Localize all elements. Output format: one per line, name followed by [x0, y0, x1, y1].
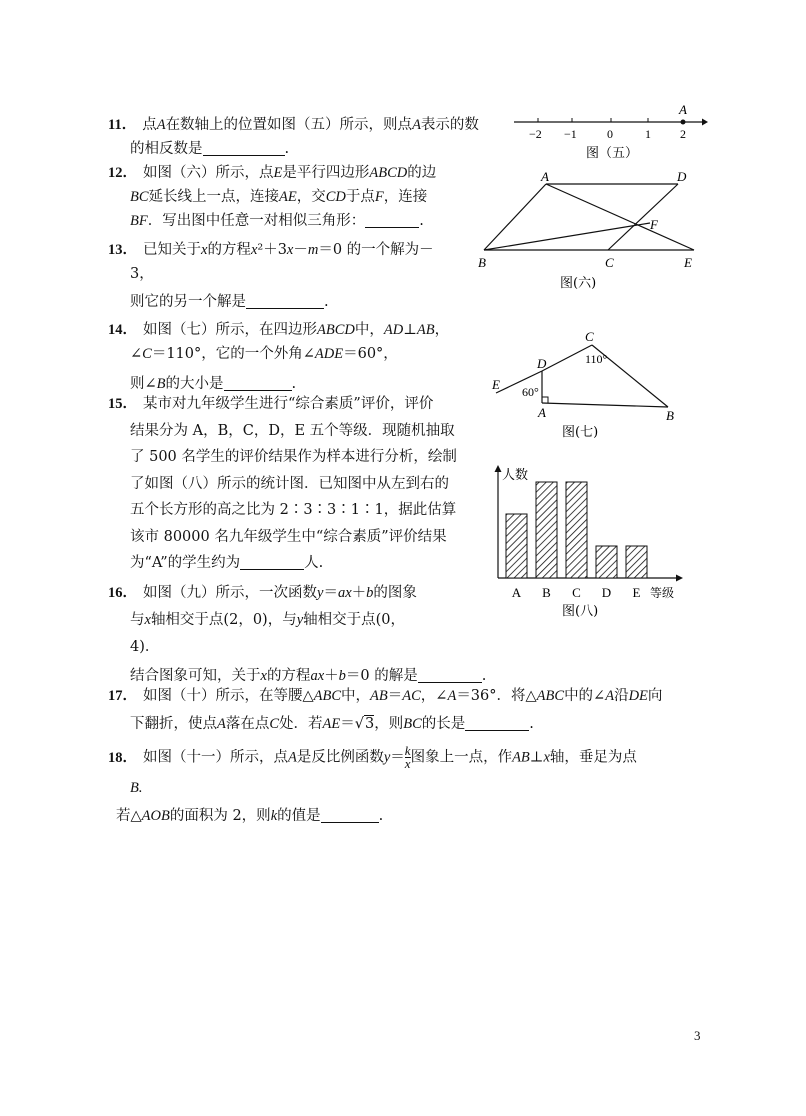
- question-13: [108, 238, 463, 314]
- q17-var: AB: [370, 688, 388, 704]
- q16-var: y: [296, 612, 304, 628]
- question-16: [108, 581, 487, 688]
- q12-text: 的边: [407, 165, 437, 181]
- q17-var: A: [605, 688, 615, 704]
- q12-var: AE: [279, 189, 297, 205]
- q14-var: ABCD: [317, 322, 355, 338]
- q17-var: DE: [628, 688, 648, 704]
- q18-text: 若△: [116, 808, 142, 824]
- q14-end: .: [291, 376, 297, 392]
- q11-var: A: [156, 117, 166, 133]
- vertex-c: C: [585, 329, 594, 344]
- q13-var: x: [201, 242, 208, 258]
- q11-var: A: [412, 117, 421, 133]
- q13-text: －: [293, 242, 308, 258]
- q14-text: 中，: [354, 322, 384, 338]
- category-label-e: E: [632, 585, 641, 600]
- q18-var: A: [288, 749, 297, 766]
- q11-end: .: [284, 141, 290, 157]
- q15-text: 该市 80000 名九年级学生中“综合素质”评价结果: [130, 528, 447, 545]
- y-axis-label: 人数: [502, 468, 529, 483]
- chart-title: 图(八): [562, 604, 599, 619]
- q17-text: ，∠: [420, 688, 448, 704]
- q17-text: 如图（十）所示，在等腰△: [143, 688, 314, 704]
- bar-e: [626, 546, 647, 578]
- fraction-numerator: k: [404, 743, 411, 758]
- q18-number: 18．: [108, 749, 137, 766]
- segment-bf: [484, 223, 650, 250]
- quadrilateral-svg: [490, 325, 690, 443]
- q17-text: 落在点: [225, 716, 270, 732]
- q14-text: 如图（七）所示，在四边形: [143, 322, 317, 338]
- q18-var: AOB: [141, 808, 170, 824]
- q18-text: 图象上一点，作: [410, 749, 513, 766]
- vertex-d: D: [677, 170, 687, 184]
- answer-blank-14[interactable]: [224, 374, 292, 391]
- vertex-f: F: [650, 217, 658, 232]
- category-label-a: A: [511, 585, 522, 600]
- q14-var: B: [156, 376, 166, 392]
- q13-text: 则它的另一个解是: [130, 294, 246, 310]
- number-line-arrow: [702, 119, 708, 126]
- q16-end: .: [481, 668, 487, 684]
- question-17: [108, 684, 708, 736]
- q12-text: ．写出图中任意一对相似三角形：: [147, 213, 366, 229]
- q17-text: ＝36°．将△: [456, 688, 537, 704]
- q16-var: y: [317, 585, 324, 601]
- q13-var: x: [250, 242, 258, 258]
- figure-6-parallelogram: [474, 170, 706, 294]
- q17-text: 向: [647, 688, 663, 704]
- q18-text: 轴，垂足为点: [549, 749, 637, 766]
- answer-blank-11[interactable]: [203, 139, 285, 156]
- vertex-e: E: [492, 377, 500, 392]
- q13-text: ＝0 的一个解为－: [318, 242, 434, 258]
- q16-text: 4)．: [130, 639, 160, 655]
- vertex-a: A: [538, 405, 546, 420]
- vertex-c: C: [605, 255, 614, 270]
- q17-text: 沿: [614, 688, 629, 704]
- figure-7-caption: 图(七): [562, 425, 599, 440]
- q17-var: BC: [403, 716, 422, 732]
- q12-var: ABCD: [369, 165, 408, 181]
- tick-label: −2: [529, 127, 542, 141]
- figure-5-caption: 图（五）: [586, 146, 639, 161]
- q17-text: 处．若: [279, 716, 323, 732]
- q18-text: 是反比例函数: [296, 749, 384, 766]
- q13-var: x: [286, 242, 294, 258]
- q16-text: 与: [130, 612, 145, 628]
- q14-text: ，: [434, 322, 450, 338]
- q14-text: ＝60°，: [343, 346, 398, 362]
- q18-text: 如图（十一）所示，点: [143, 749, 288, 766]
- q14-text: ∠: [130, 346, 143, 362]
- segment-ab: [484, 184, 546, 250]
- figure-5-number-line: [508, 100, 708, 162]
- q13-text: 的方程: [207, 242, 251, 258]
- parallelogram-svg: [474, 170, 706, 294]
- q15-number: 15．: [108, 396, 137, 412]
- page-number: 3: [694, 1028, 701, 1043]
- q11-number: 11．: [108, 117, 137, 133]
- vertex-a: A: [541, 170, 549, 184]
- q17-text: 下翻折，使点: [130, 716, 217, 732]
- bar-a: [506, 514, 527, 578]
- figure-8-bar-chart: [488, 462, 698, 620]
- q13-text: ²＋3: [257, 242, 287, 258]
- q16-number: 16．: [108, 585, 137, 601]
- category-label-d: D: [601, 585, 612, 600]
- q14-text: 则∠: [130, 376, 157, 392]
- q18-text: 的面积为 2，则: [169, 808, 271, 824]
- q17-var: AC: [402, 688, 421, 704]
- segment-ab: [542, 403, 668, 407]
- question-15: [108, 391, 478, 577]
- q12-var: BF: [130, 213, 148, 229]
- q11-text: 点: [142, 117, 157, 133]
- q17-var: C: [269, 716, 280, 732]
- q12-var: BC: [130, 189, 149, 205]
- tick-label: 0: [607, 127, 613, 141]
- vertex-e: E: [684, 255, 692, 270]
- q13-text: 已知关于: [143, 242, 201, 258]
- q12-text: 延长线上一点，连接: [148, 189, 280, 205]
- question-11: [108, 113, 508, 161]
- q16-text: 轴相交于点(0，: [303, 612, 406, 628]
- q17-end: .: [529, 716, 534, 732]
- q16-text: 轴相交于点(2，0)，与: [150, 612, 297, 628]
- q18-text: B.: [130, 780, 143, 796]
- q16-text: ＝0 的解是: [345, 668, 418, 684]
- point-a-dot: [681, 120, 686, 125]
- x-axis-arrow: [676, 575, 683, 582]
- q16-var: x: [260, 668, 267, 684]
- bar-chart-svg: [488, 462, 698, 620]
- answer-blank-15[interactable]: [240, 553, 304, 570]
- right-angle-mark: [542, 397, 548, 403]
- q11-text: 在数轴上的位置如图（五）所示，则点: [165, 117, 413, 133]
- q17-text: ＝: [340, 716, 355, 732]
- q12-var: CD: [325, 189, 346, 205]
- q13-end: .: [324, 294, 329, 310]
- segment-dc: [608, 184, 678, 250]
- point-a-label: A: [679, 102, 687, 117]
- q14-text: ＝110°，它的一个外角∠: [151, 346, 315, 362]
- y-axis-arrow: [495, 465, 502, 472]
- number-line-svg: [508, 100, 708, 162]
- figure-6-caption: 图(六): [560, 276, 597, 291]
- q17-text: 中的∠: [564, 688, 606, 704]
- q15-text: 为“A”的学生约为: [130, 555, 241, 571]
- q15-text: 某市对九年级学生进行“综合素质”评价，评价: [143, 396, 434, 412]
- q18-var: AB: [512, 749, 530, 766]
- q17-text: ，则: [374, 716, 404, 732]
- sqrt-symbol: √: [354, 716, 364, 732]
- sqrt-radicand: 3: [365, 716, 375, 732]
- q11-text: 表示的数: [420, 117, 479, 133]
- q15-text: 了如图（八）所示的统计图．已知图中从左到右的: [130, 475, 449, 492]
- q16-text: 结合图象可知，关于: [130, 668, 261, 684]
- answer-blank-13[interactable]: [246, 292, 324, 309]
- tick-label: 1: [645, 127, 651, 141]
- question-14: [108, 318, 478, 396]
- category-label-c: C: [572, 585, 581, 600]
- answer-blank-17[interactable]: [465, 714, 529, 731]
- bar-c: [566, 482, 587, 578]
- q17-var: AE: [322, 716, 341, 732]
- q12-text: ，连接: [383, 189, 428, 205]
- q11-text: 的相反数是: [130, 141, 203, 157]
- tick-label: 2: [680, 127, 686, 141]
- q15-text: 了 500 名学生的评价结果作为样本进行分析，绘制: [130, 449, 457, 465]
- category-label-b: B: [542, 585, 551, 600]
- q18-text: 的值是: [277, 808, 321, 824]
- q18-text: ＝: [390, 749, 405, 766]
- q18-text: ⊥: [529, 749, 544, 766]
- question-18: [108, 745, 708, 828]
- q16-var: ax: [310, 668, 325, 684]
- q17-var: A: [447, 688, 457, 704]
- q12-text: 于点: [345, 189, 375, 205]
- q14-var: ADE: [314, 346, 344, 362]
- q17-text: 中，: [341, 688, 371, 704]
- answer-blank-16[interactable]: [418, 666, 482, 683]
- angle-c-label: 110°: [585, 352, 608, 366]
- q14-text: ⊥: [403, 322, 417, 338]
- q17-text: ＝: [387, 688, 403, 704]
- answer-blank-12[interactable]: [365, 211, 419, 228]
- q14-text: 的大小是: [165, 376, 224, 392]
- q14-number: 14．: [108, 322, 137, 338]
- q18-var: x: [543, 749, 550, 766]
- q15-text: 五个长方形的高之比为 2∶3∶3∶1∶1，据此估算: [130, 502, 457, 518]
- q16-var: x: [144, 612, 151, 628]
- q17-var: ABC: [313, 688, 342, 704]
- answer-blank-18[interactable]: [321, 806, 379, 823]
- q12-number: 12．: [108, 165, 137, 181]
- q16-text: ＝: [323, 585, 338, 601]
- q15-text: 人.: [304, 555, 324, 571]
- q12-var: F: [374, 189, 384, 205]
- q12-var: E: [273, 165, 283, 181]
- q12-end: .: [419, 213, 424, 229]
- q13-var: m: [307, 242, 319, 258]
- q13-number: 13．: [108, 242, 137, 258]
- q12-text: 如图（六）所示，点: [143, 165, 274, 181]
- x-axis-label: 等级: [650, 586, 675, 600]
- q17-text: 的长是: [421, 716, 466, 732]
- q17-number: 17．: [108, 688, 137, 704]
- q13-text: 3，: [130, 266, 154, 282]
- q12-text: 是平行四边形: [282, 165, 370, 181]
- vertex-b: B: [478, 255, 486, 270]
- q18-var: y: [383, 749, 391, 766]
- q17-var: A: [217, 716, 226, 732]
- fraction-denominator: x: [404, 756, 411, 771]
- q18-end: .: [378, 808, 384, 824]
- question-12: [108, 161, 478, 233]
- q16-text: ＋: [324, 668, 339, 684]
- q16-text: ＋: [351, 585, 367, 601]
- bar-d: [596, 546, 617, 578]
- bar-b: [536, 482, 557, 578]
- q16-var: b: [366, 585, 374, 601]
- segment-ae: [546, 184, 694, 250]
- angle-d-label: 60°: [522, 385, 539, 399]
- vertex-b: B: [666, 408, 674, 423]
- vertex-d: D: [537, 356, 547, 371]
- q16-var: b: [338, 668, 346, 684]
- q16-text: 的图象: [373, 585, 417, 601]
- q16-text: 的方程: [266, 668, 311, 684]
- tick-label: −1: [564, 127, 577, 141]
- q15-text: 结果分为 A，B，C，D，E 五个等级．现随机抽取: [130, 422, 455, 439]
- q18-var: k: [270, 808, 278, 824]
- q12-text: ，交: [296, 189, 326, 205]
- q16-text: 如图（九）所示，一次函数: [143, 585, 317, 601]
- q14-var: C: [142, 346, 152, 362]
- q14-var: AB: [416, 322, 435, 338]
- q16-var: ax: [337, 585, 352, 601]
- q14-var: AD: [383, 322, 404, 338]
- q17-var: ABC: [536, 688, 565, 704]
- figure-7-quadrilateral: [490, 325, 690, 443]
